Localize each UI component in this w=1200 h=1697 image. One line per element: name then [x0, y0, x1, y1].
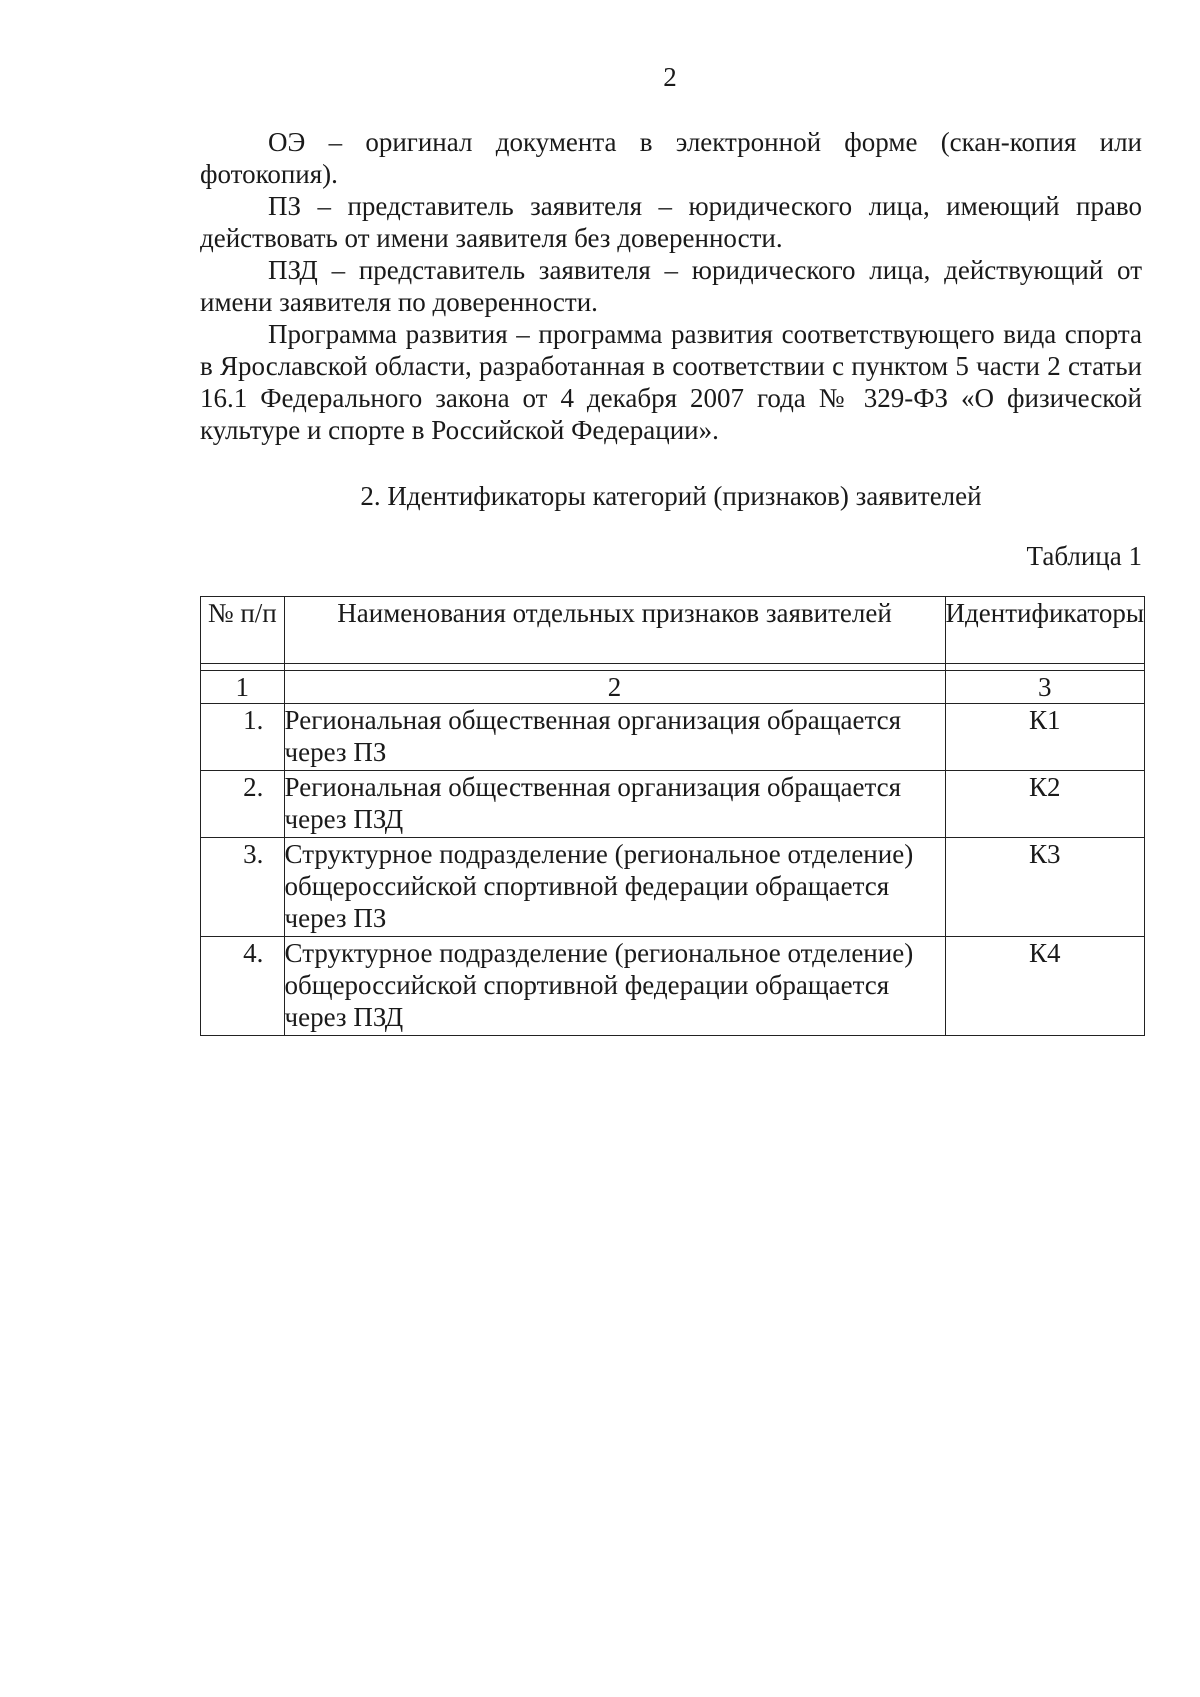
row-id: К3 [945, 838, 1144, 937]
header-name: Наименования отдельных признаков заявителей [284, 597, 945, 664]
table-caption: Таблица 1 [1026, 541, 1142, 571]
definition-pzd: ПЗД – представитель заявителя – юридического лица, действующий от имени заявителя по доверенности. [200, 255, 1142, 317]
definitions-block [200, 126, 1142, 446]
page-number: 2 [663, 62, 677, 92]
row-num-text: 4. [243, 938, 264, 968]
table-row [201, 704, 1145, 771]
row-num-text: 1. [243, 705, 264, 735]
definition-development-program: Программа развития – программа развития соответствующего вида спорта в Ярославской области, разработанная в соответствии с пунктом 5 части 2 статьи 16.1 Федерального закона от 4 декабря 2007 года № 329-ФЗ «О физической культуре и спорте в Российской Федерации». [200, 319, 1142, 445]
index-col-1: 1 [201, 671, 285, 704]
row-name: Региональная общественная организация обращается через ПЗД [284, 771, 945, 838]
index-col-3: 3 [945, 671, 1144, 704]
row-name: Структурное подразделение (региональное отделение) общероссийской спортивной федерации обращается через ПЗД [284, 937, 945, 1036]
header-num: № п/п [201, 597, 285, 664]
row-id: К2 [945, 771, 1144, 838]
row-num [201, 704, 285, 771]
table-row [201, 771, 1145, 838]
table-index-row [201, 671, 1145, 704]
definition-oe: ОЭ – оригинал документа в электронной форме (скан-копия или фотокопия). [200, 127, 1142, 189]
row-id: К1 [945, 704, 1144, 771]
row-num [201, 838, 285, 937]
definition-pz: ПЗ – представитель заявителя – юридического лица, имеющий право действовать от имени заявителя без доверенности. [200, 191, 1142, 253]
row-num-text: 3. [243, 839, 264, 869]
applicant-identifiers-table [200, 596, 1145, 1036]
row-name: Региональная общественная организация обращается через ПЗ [284, 704, 945, 771]
table-row [201, 838, 1145, 937]
row-num [201, 937, 285, 1036]
section-heading: 2. Идентификаторы категорий (признаков) заявителей [360, 481, 982, 511]
table-separator [201, 664, 1145, 671]
row-num-text: 2. [243, 772, 264, 802]
row-name: Структурное подразделение (региональное отделение) общероссийской спортивной федерации обращается через ПЗ [284, 838, 945, 937]
row-id: К4 [945, 937, 1144, 1036]
index-col-2: 2 [284, 671, 945, 704]
table-row [201, 937, 1145, 1036]
header-id: Идентификаторы [945, 597, 1144, 664]
row-num [201, 771, 285, 838]
table-header-row [201, 597, 1145, 664]
